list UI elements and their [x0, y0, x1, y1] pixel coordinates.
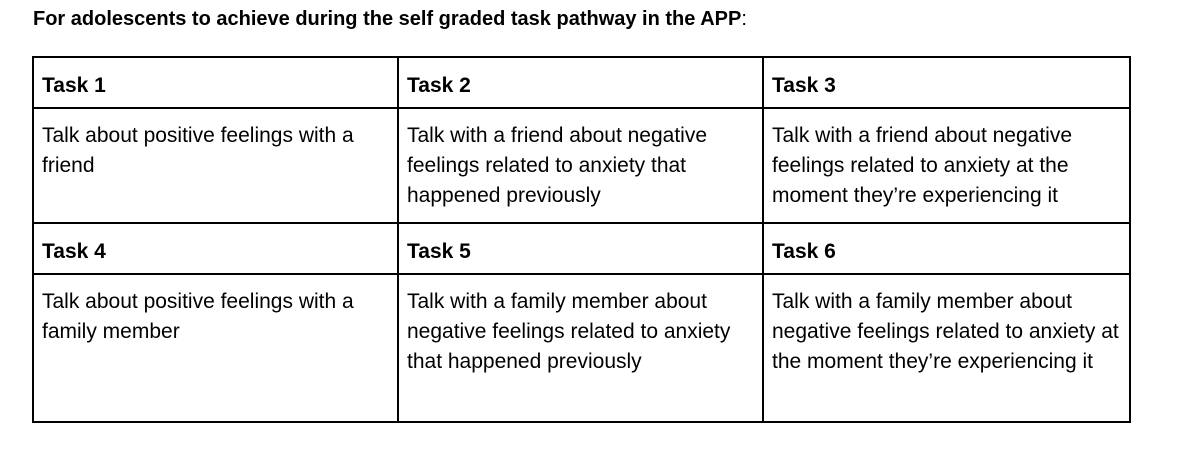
task-header-row: [33, 57, 1130, 108]
task-6-description: Talk with a family member about negative feelings related to anxiety at the moment they’re experiencing it: [763, 274, 1130, 422]
task-3-title: Task 3: [763, 57, 1130, 108]
task-3-description: Talk with a friend about negative feelings related to anxiety at the moment they’re experiencing it: [763, 108, 1130, 223]
task-4-title: Task 4: [33, 223, 398, 274]
task-2-description: Talk with a friend about negative feelings related to anxiety that happened previously: [398, 108, 763, 223]
task-4-description: Talk about positive feelings with a family member: [33, 274, 398, 422]
task-5-description: Talk with a family member about negative feelings related to anxiety that happened previously: [398, 274, 763, 422]
task-1-description: Talk about positive feelings with a friend: [33, 108, 398, 223]
task-description-row: [33, 108, 1130, 223]
task-1-title: Task 1: [33, 57, 398, 108]
page-heading: [33, 5, 747, 33]
heading-colon: :: [741, 8, 747, 30]
task-5-title: Task 5: [398, 223, 763, 274]
task-description-row: [33, 274, 1130, 422]
task-table: [32, 56, 1131, 423]
task-6-title: Task 6: [763, 223, 1130, 274]
task-header-row: [33, 223, 1130, 274]
task-2-title: Task 2: [398, 57, 763, 108]
heading-text: For adolescents to achieve during the self graded task pathway in the APP: [33, 8, 742, 30]
